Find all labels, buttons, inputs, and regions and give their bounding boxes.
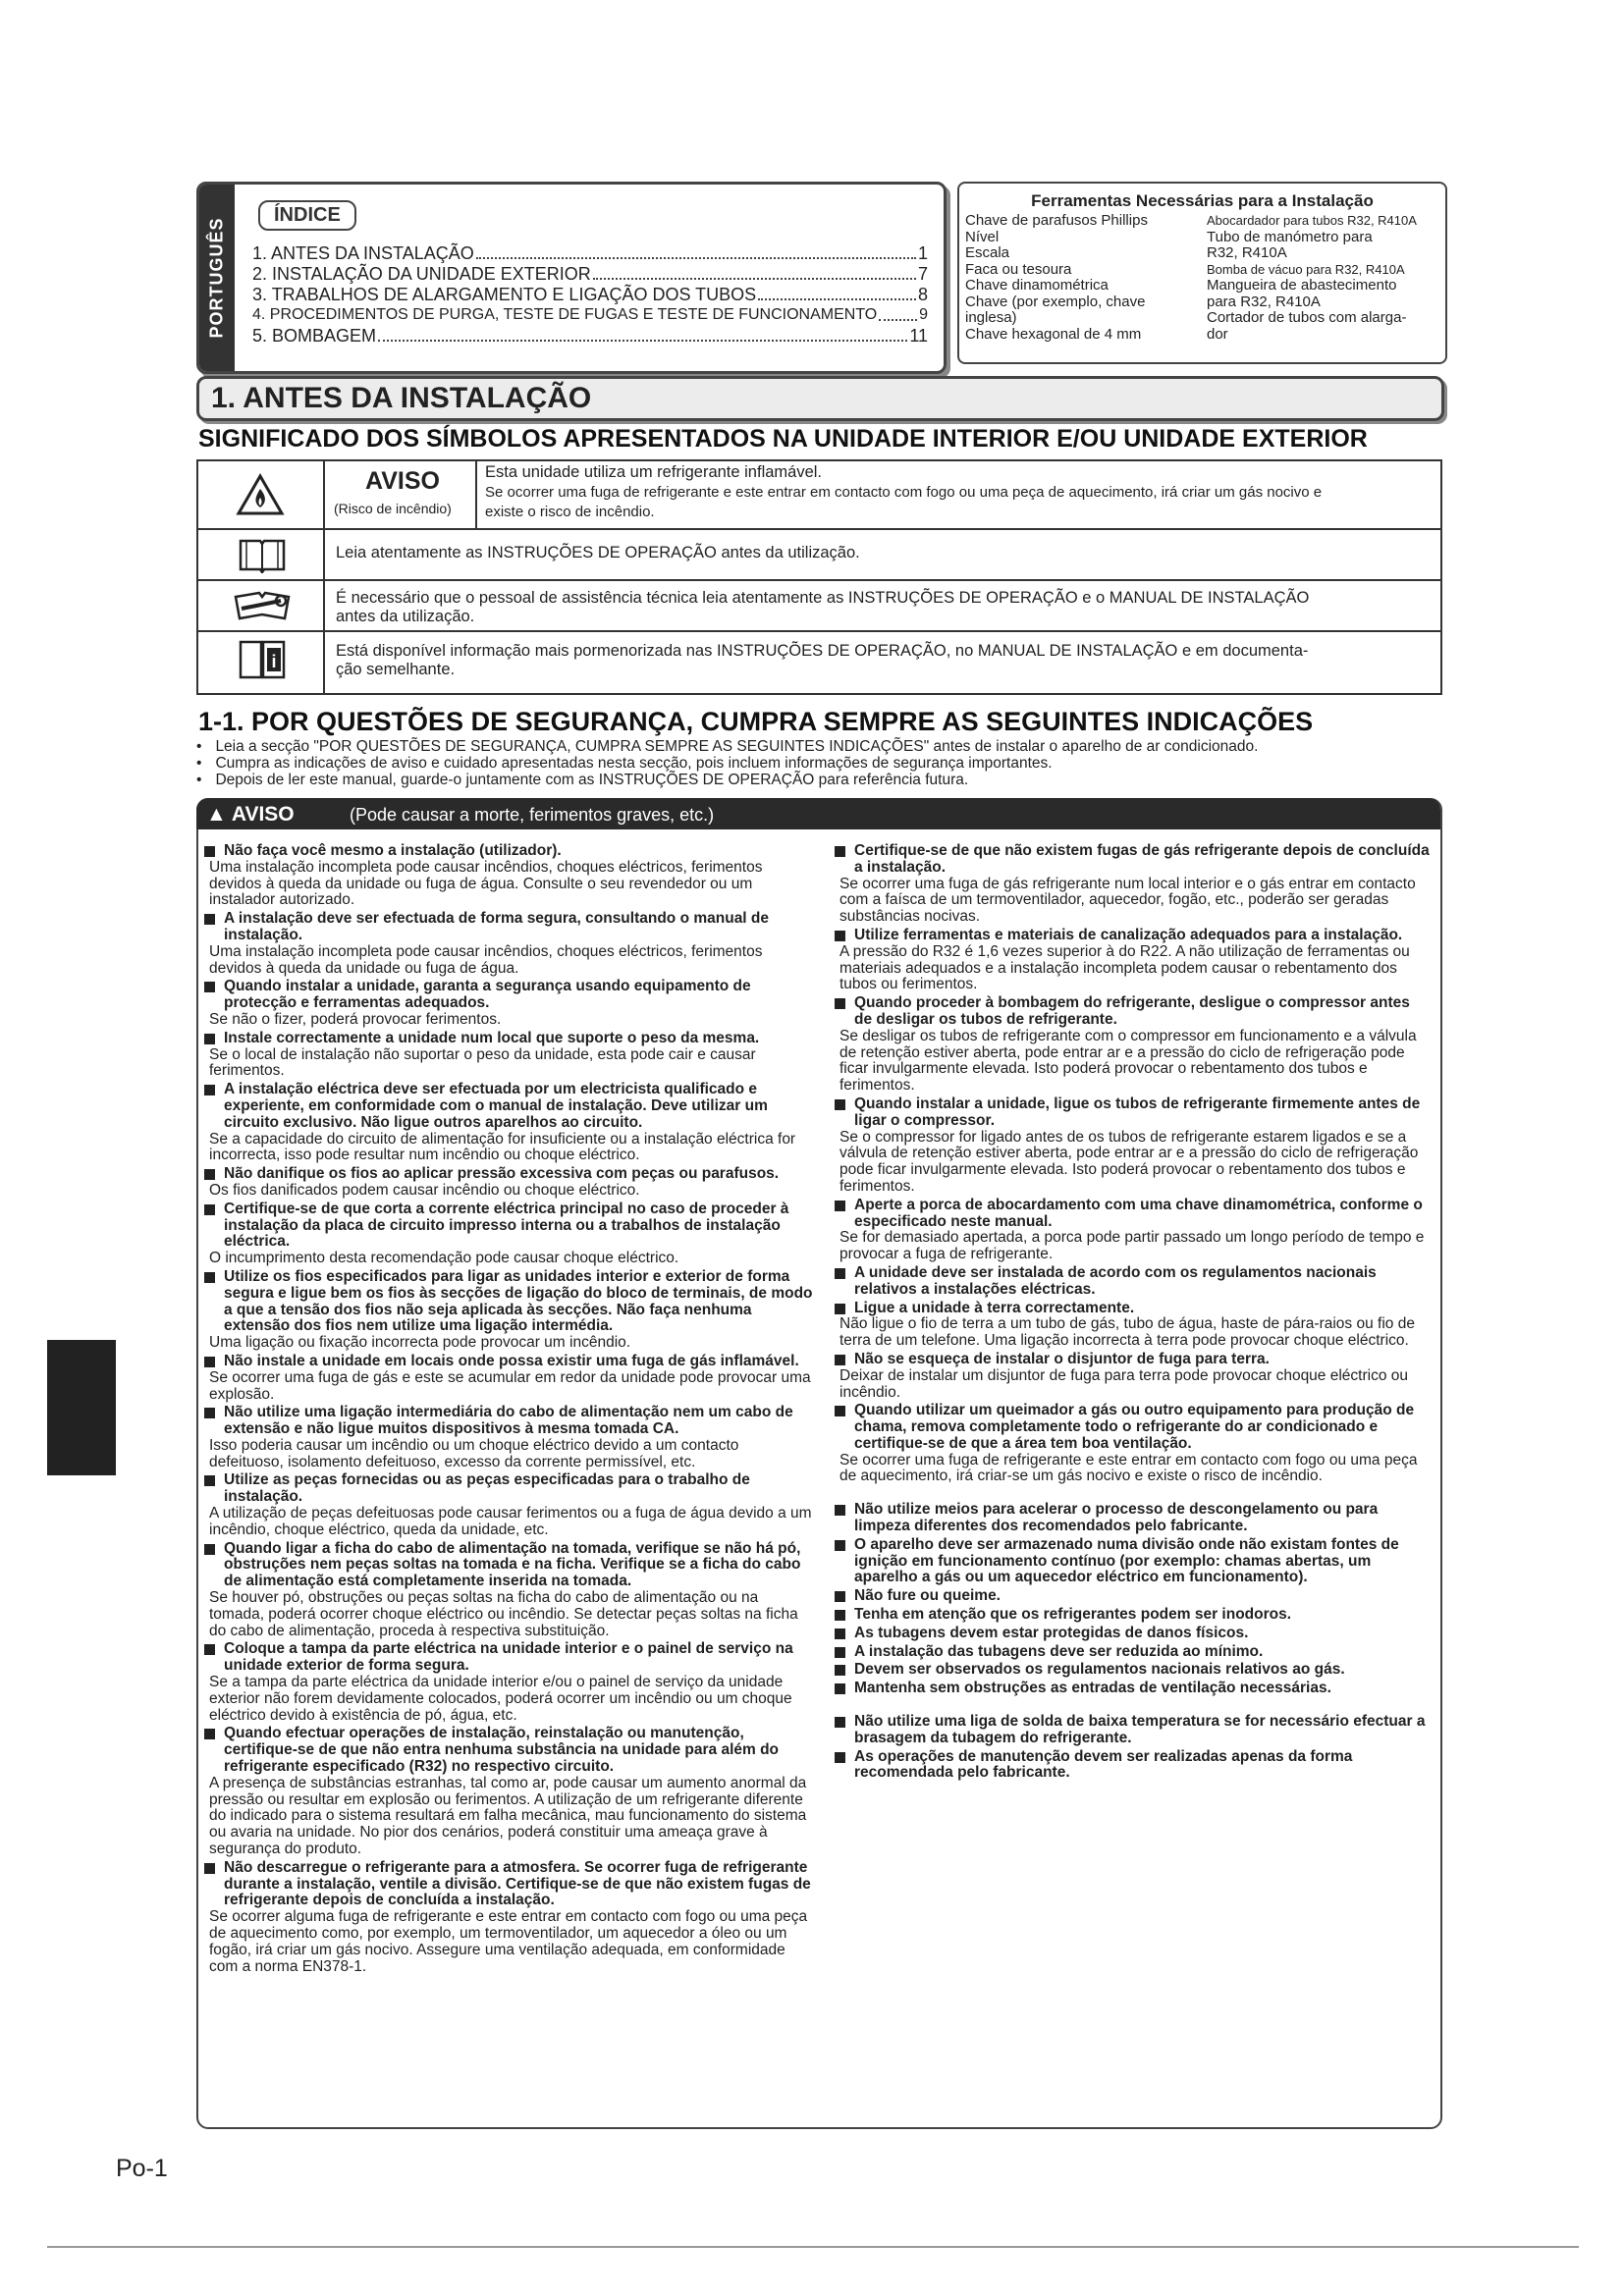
- aviso-sub: (Risco de incêndio): [334, 501, 452, 516]
- warning-item-body: Se for demasiado apertada, a porca pode partir passado um longo período de tempo e provocar a fuga de refrigerante.: [839, 1229, 1425, 1263]
- tool-item: Bomba de vácuo para R32, R410A: [1207, 261, 1405, 277]
- spacer: [835, 1485, 1430, 1500]
- warning-item-heading: Mantenha sem obstruções as entradas de ventilação necessárias.: [835, 1681, 1430, 1697]
- warning-item-heading: Ligue a unidade à terra correctamente.: [835, 1301, 1430, 1317]
- tools-list-left: [965, 213, 1148, 343]
- tools-title: Ferramentas Necessárias para a Instalação: [1031, 191, 1374, 210]
- aviso-label: AVISO: [365, 467, 440, 495]
- tool-item: Chave de parafusos Phillips: [965, 212, 1148, 229]
- tool-item: Cortador de tubos com alarga-: [1207, 309, 1407, 326]
- warning-item-body: Não ligue o fio de terra a um tubo de gás, tubo de água, haste de pára-raios ou fio de terra de um telefone. Uma ligação incorrecta à terra pode provocar choque eléctrico.: [839, 1315, 1415, 1350]
- warning-item-heading: Utilize ferramentas e materiais de canalização adequados para a instalação.: [835, 928, 1430, 944]
- warning-item-body: Deixar de instalar um disjuntor de fuga para terra pode provocar choque eléctrico ou incêndio.: [839, 1366, 1408, 1401]
- warning-item-heading: Certifique-se de que corta a corrente eléctrica principal no caso de proceder à instalação da placa de circuito impresso interna ou a trabalhos de instalação eléctrica.: [204, 1201, 813, 1251]
- warning-item-body: A utilização de peças defeituosas pode causar ferimentos ou a fuga de água devido a um incêndio, choque eléctrico, queda da unidade, etc.: [209, 1505, 812, 1538]
- safety-bullet: • Cumpra as indicações de aviso e cuidado apresentadas nesta secção, pois incluem informações de segurança importantes.: [196, 755, 1053, 772]
- toc-item[interactable]: 1. ANTES DA INSTALAÇÃO 1: [252, 243, 928, 263]
- warning-item-body: Se desligar os tubos de refrigerante com o compressor em funcionamento e a válvula de retenção estiver aberta, pode entrar ar e a pressão do ciclo de refrigeração pode ficar invulgarmente elevada. Isto poderá provocar o rebentamento dos tubos e ferimentos.: [839, 1027, 1417, 1095]
- warning-item-heading: A unidade deve ser instalada de acordo com os regulamentos nacionais relativos a instalações eléctricas.: [835, 1265, 1430, 1299]
- warning-item-heading: Utilize os fios especificados para ligar as unidades interior e exterior de forma segura e ligue bem os fios às secções de ligação do bloco de terminais, de modo a que a tensão dos fios não seja aplicada às secções. Não faça nenhuma extensão dos fios nem utilize uma ligação intermédia.: [204, 1269, 813, 1335]
- warning-item-heading: Não fure ou queime.: [835, 1588, 1430, 1605]
- warning-item-heading: Aperte a porca de abocardamento com uma chave dinamométrica, conforme o especificado neste manual.: [835, 1198, 1430, 1231]
- safety-heading: 1-1. POR QUESTÕES DE SEGURANÇA, CUMPRA SEMPRE AS SEGUINTES INDICAÇÕES: [198, 707, 1314, 736]
- warning-item-heading: As tubagens devem estar protegidas de danos físicos.: [835, 1626, 1430, 1642]
- warning-item-heading: Certifique-se de que não existem fugas de gás refrigerante depois de concluída a instalação.: [835, 843, 1430, 877]
- warning-item-body: Uma instalação incompleta pode causar incêndios, choques eléctricos, ferimentos devidos à queda da unidade ou fuga de água.: [209, 942, 763, 977]
- warning-item-body: Uma instalação incompleta pode causar incêndios, choques eléctricos, ferimentos devidos à queda da unidade ou fuga de água. Consulte o seu revendedor ou um instalador autorizado.: [209, 858, 763, 909]
- warning-item-heading: Quando utilizar um queimador a gás ou outro equipamento para produção de chama, remova completamente todo o refrigerante do ar condicionado e certifique-se de que a área tem boa ventilação.: [835, 1403, 1430, 1452]
- warnings-left-column: [204, 841, 813, 1975]
- tool-item: Chave dinamométrica: [965, 277, 1109, 294]
- warning-item-body: Se houver pó, obstruções ou peças soltas na ficha do cabo de alimentação ou na tomada, poderá ocorrer choque eléctrico ou incêndio. Se detectar peças soltas na ficha do cabo de alimentação, proceda à respectiva substituição.: [209, 1589, 798, 1639]
- warning-item-heading: Devem ser observados os regulamentos nacionais relativos ao gás.: [835, 1662, 1430, 1679]
- warning-item-heading: Tenha em atenção que os refrigerantes podem ser inodoros.: [835, 1607, 1430, 1624]
- tool-item: Mangueira de abastecimento: [1207, 277, 1397, 294]
- warning-item-heading: Coloque a tampa da parte eléctrica na unidade interior e o painel de serviço na unidade exterior de forma segura.: [204, 1641, 813, 1675]
- warning-item-heading: Não utilize meios para acelerar o processo de descongelamento ou para limpeza diferentes dos recomendados pelo fabricante.: [835, 1502, 1430, 1535]
- warning-item-heading: Não se esqueça de instalar o disjuntor de fuga para terra.: [835, 1352, 1430, 1368]
- toc-item[interactable]: 4. PROCEDIMENTOS DE PURGA, TESTE DE FUGAS E TESTE DE FUNCIONAMENTO 9: [252, 306, 928, 323]
- aviso-line3: existe o risco de incêndio.: [485, 504, 655, 520]
- tool-item: Chave hexagonal de 4 mm: [965, 325, 1142, 343]
- chapter-tab-marker: [47, 1340, 116, 1475]
- flammable-warning-icon: [236, 473, 285, 516]
- warning-item-heading: Não utilize uma liga de solda de baixa temperatura se for necessário efectuar a brasagem da tubagem do refrigerante.: [835, 1714, 1430, 1747]
- warning-item-body: Se ocorrer uma fuga de refrigerante e este entrar em contacto com fogo ou uma peça de aquecimento, irá criar-se um gás nocivo e existe o risco de incêndio.: [839, 1451, 1418, 1485]
- tool-item: Abocardador para tubos R32, R410A: [1207, 213, 1417, 228]
- warning-item-body: Se não o fizer, poderá provocar ferimentos.: [209, 1010, 502, 1028]
- footer-divider: [47, 2246, 1579, 2248]
- symbols-table: [196, 459, 1442, 695]
- aviso-line2: Se ocorrer uma fuga de refrigerante e este entrar em contacto com fogo ou uma peça de aquecimento, irá criar um gás nocivo e: [485, 484, 1323, 501]
- tool-item: Chave (por exemplo, chave: [965, 293, 1146, 310]
- warning-item-body: A pressão do R32 é 1,6 vezes superior à do R22. A não utilização de ferramentas ou materiais adequados e a instalação incompleta podem causar o rebentamento dos tubos ou ferimentos.: [839, 942, 1410, 993]
- warning-note: (Pode causar a morte, ferimentos graves, etc.): [350, 805, 715, 825]
- tool-item: Escala: [965, 244, 1010, 261]
- warning-item-body: Se a tampa da parte eléctrica da unidade interior e/ou o painel de serviço da unidade exterior não forem devidamente colocados, poderá ocorrer um incêndio ou um choque eléctrico devido à existência de pó, água, etc.: [209, 1674, 792, 1724]
- warning-item-body: A presença de substâncias estranhas, tal como ar, pode causar um aumento anormal da pressão ou resultar em explosão ou ferimentos. A utilização de um refrigerante diferente do indicado para o sistema resultará em falha mecânica, mau funcionamento do sistema ou avaria na unidade. No pior dos cenários, poderá constituir uma ameaça grave à segurança do produto.: [209, 1774, 807, 1858]
- toc-item[interactable]: 3. TRABALHOS DE ALARGAMENTO E LIGAÇÃO DOS TUBOS 8: [252, 285, 928, 304]
- aviso-line1: Esta unidade utiliza um refrigerante inflamável.: [485, 463, 823, 481]
- warning-item-body: Se a capacidade do circuito de alimentação for insuficiente ou a instalação eléctrica for incorrecta, isso pode resultar num incêndio ou choque eléctrico.: [209, 1130, 796, 1164]
- page-number: Po-1: [116, 2155, 168, 2182]
- svg-text:i: i: [271, 652, 277, 671]
- toc-item[interactable]: 2. INSTALAÇÃO DA UNIDADE EXTERIOR 7: [252, 264, 928, 284]
- tool-item: para R32, R410A: [1207, 293, 1321, 310]
- warning-item-heading: Não utilize uma ligação intermediária do cabo de alimentação nem um cabo de extensão e não ligue muitos dispositivos à mesma tomada CA.: [204, 1405, 813, 1438]
- warning-item-body: Uma ligação ou fixação incorrecta pode provocar um incêndio.: [209, 1334, 631, 1352]
- warning-item-heading: As operações de manutenção devem ser realizadas apenas da forma recomendada pelo fabricante.: [835, 1749, 1430, 1783]
- service-manual-icon: [232, 587, 293, 624]
- toc-title: ÍNDICE: [258, 200, 356, 231]
- manual-book-icon: [238, 536, 287, 573]
- symbol-row-text: antes da utilização.: [336, 608, 475, 625]
- warning-item-heading: Utilize as peças fornecidas ou as peças especificadas para o trabalho de instalação.: [204, 1472, 813, 1506]
- tool-item: dor: [1207, 325, 1228, 343]
- warning-item-heading: A instalação das tubagens deve ser reduzida ao mínimo.: [835, 1644, 1430, 1661]
- warning-item-heading: O aparelho deve ser armazenado numa divisão onde não existam fontes de ignição em funcionamento contínuo (por exemplo: chamas abertas, um aparelho a gás ou um aquecedor eléctrico em funcionamento).: [835, 1537, 1430, 1586]
- warning-item-heading: Não danifique os fios ao aplicar pressão excessiva com peças ou parafusos.: [204, 1166, 813, 1183]
- tool-item: inglesa): [965, 309, 1017, 326]
- tool-item: Faca ou tesoura: [965, 260, 1072, 278]
- tool-item: R32, R410A: [1207, 244, 1287, 261]
- warning-item-body: Se ocorrer uma fuga de gás refrigerante num local interior e o gás entrar em contacto com a faísca de um termoventilador, aquecedor, fogão, etc., poderão ser geradas substâncias nocivas.: [839, 875, 1416, 926]
- tool-item: Nível: [965, 228, 1000, 245]
- warning-item-heading: Instale correctamente a unidade num local que suporte o peso da mesma.: [204, 1031, 813, 1047]
- language-tab: [199, 185, 235, 371]
- symbol-row-text: Leia atentamente as INSTRUÇÕES DE OPERAÇÃO antes da utilização.: [336, 544, 860, 561]
- warning-item-body: Se o compressor for ligado antes de os tubos de refrigerante estarem ligados e se a válvula de retenção estiver aberta, pode entrar ar e a pressão do ciclo de refrigeração pode ficar invulgarmente elevada. Isto poderá provocar o rebentamento dos tubos e ferimentos.: [839, 1128, 1419, 1195]
- safety-bullet: • Leia a secção "POR QUESTÕES DE SEGURANÇA, CUMPRA SEMPRE AS SEGUINTES INDICAÇÕES" antes de instalar o aparelho de ar condicionado.: [196, 738, 1258, 755]
- warning-item-heading: Quando proceder à bombagem do refrigerante, desligue o compressor antes de desligar os tubos de refrigerante.: [835, 995, 1430, 1029]
- warning-item-body: Se ocorrer uma fuga de gás e este se acumular em redor da unidade pode provocar uma explosão.: [209, 1368, 811, 1403]
- table-of-contents: [196, 182, 947, 374]
- symbol-row-text: Está disponível informação mais pormenorizada nas INSTRUÇÕES DE OPERAÇÃO, no MANUAL DE INSTALAÇÃO e em documenta-: [336, 642, 1309, 660]
- required-tools-box: [957, 182, 1447, 364]
- warning-item-heading: Não faça você mesmo a instalação (utilizador).: [204, 843, 813, 860]
- language-label: PORTUGUÊS: [206, 217, 227, 339]
- warnings-right-column: [835, 841, 1430, 1782]
- symbol-row-text: É necessário que o pessoal de assistência técnica leia atentamente as INSTRUÇÕES DE OPERAÇÃO e o MANUAL DE INSTALAÇÃO: [336, 589, 1310, 607]
- warning-item-body: Isso poderia causar um incêndio ou um choque eléctrico devido a um contacto defeituoso, isolamento defeituoso, excesso da corrente permissível, etc.: [209, 1436, 739, 1470]
- safety-bullet: • Depois de ler este manual, guarde-o juntamente com as INSTRUÇÕES DE OPERAÇÃO para referência futura.: [196, 772, 968, 788]
- symbols-heading: SIGNIFICADO DOS SÍMBOLOS APRESENTADOS NA UNIDADE INTERIOR E/OU UNIDADE EXTERIOR: [198, 425, 1368, 453]
- warning-item-heading: Não instale a unidade em locais onde possa existir uma fuga de gás inflamável.: [204, 1354, 813, 1370]
- warning-item-heading: Quando efectuar operações de instalação, reinstalação ou manutenção, certifique-se de que não entra nenhuma substância na unidade para além do refrigerante especificado (R32) no respectivo circuito.: [204, 1726, 813, 1775]
- section-header: 1. ANTES DA INSTALAÇÃO: [196, 376, 1444, 421]
- spacer: [835, 1697, 1430, 1712]
- warning-item-heading: A instalação deve ser efectuada de forma segura, consultando o manual de instalação.: [204, 911, 813, 944]
- warning-item-body: Se ocorrer alguma fuga de refrigerante e este entrar em contacto com fogo ou uma peça de aquecimento como, por exemplo, um termoventilador, um aquecedor a óleo ou um fogão, irá criar um gás nocivo. Assegure uma ventilação adequada, em conformidade com a norma EN378-1.: [209, 1908, 808, 1975]
- warning-item-heading: Não descarregue o refrigerante para a atmosfera. Se ocorrer fuga de refrigerante durante a instalação, ventile a divisão. Certifique-se de que não existem fugas de refrigerante depois de concluída a instalação.: [204, 1860, 813, 1909]
- warning-label: ▲ AVISO: [206, 803, 295, 826]
- info-book-icon: [238, 638, 287, 681]
- warning-item-body: O incumprimento desta recomendação pode causar choque eléctrico.: [209, 1250, 679, 1267]
- symbol-row-text: ção semelhante.: [336, 661, 456, 678]
- tool-item: Tubo de manómetro para: [1207, 228, 1373, 245]
- warning-item-heading: Quando instalar a unidade, garanta a segurança usando equipamento de protecção e ferramentas adequados.: [204, 979, 813, 1012]
- toc-item[interactable]: 5. BOMBAGEM 11: [252, 326, 928, 346]
- warning-item-body: Se o local de instalação não suportar o peso da unidade, esta pode cair e causar ferimentos.: [209, 1045, 756, 1080]
- warning-item-heading: Quando ligar a ficha do cabo de alimentação na tomada, verifique se não há pó, obstruções nem peças soltas na tomada e na ficha. Verifique se a ficha do cabo de alimentação está completamente inserida na tomada.: [204, 1541, 813, 1590]
- tools-list-right: [1207, 213, 1417, 343]
- warning-item-heading: A instalação eléctrica deve ser efectuada por um electricista qualificado e experiente, em conformidade com o manual de instalação. Deve utilizar um circuito exclusivo. Não ligue outros aparelhos ao circuito.: [204, 1082, 813, 1131]
- warning-item-heading: Quando instalar a unidade, ligue os tubos de refrigerante firmemente antes de ligar o compressor.: [835, 1096, 1430, 1130]
- warning-item-body: Os fios danificados podem causar incêndio ou choque eléctrico.: [209, 1181, 640, 1199]
